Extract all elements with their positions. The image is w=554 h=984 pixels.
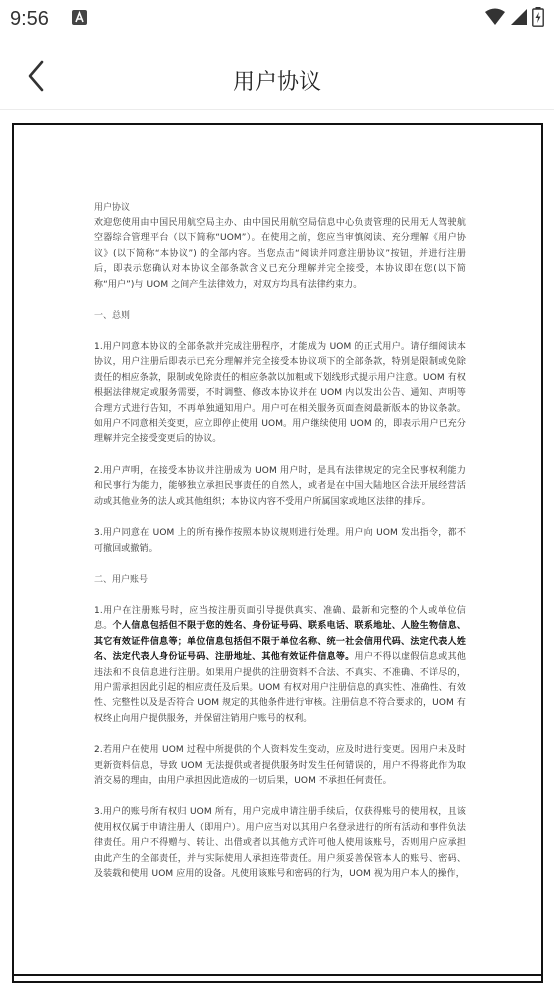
clause-2-1 [94,604,466,727]
clause-1-3: 3.用户同意在 UOM 上的所有操作按照本协议规则进行处理。用户向 UOM 发出指令，都不可撤回或撤销。 [94,528,466,554]
status-time: 9:56 [10,8,49,30]
nav-bar [0,40,554,110]
document-title: 用户协议 [94,203,131,213]
status-bar [0,0,554,40]
document-content [94,201,466,882]
wifi-icon [484,8,506,30]
intro-paragraph: 欢迎您使用由中国民用航空局主办、由中国民用航空局信息中心负责管理的民用无人驾驶航空器综合管理平台（以下简称“UOM”）。在使用之前，您应当审慎阅读、充分理解《用户协议》(以下简称“本协议”) 的全部内容。当您点击“阅读并同意注册协议”按钮，并进行注册后，即表示您确认对本协议全部条款含义已充分理解并完全接受，本协议即在您(以下简称“用户”)与 UOM 之间产生法律效力，对双方均具有法律约束力。 [94,218,466,290]
clause-1-1: 1.用户同意本协议的全部条款并完成注册程序，才能成为 UOM 的正式用户。请仔细阅读本协议，用户注册后即表示已充分理解并完全接受本协议项下的全部条款，特别是限制或免除责任的相应条款，限制或免除责任的相应条款以加粗或下划线形式提示用户注意。UOM 有权根据法律规定或服务需要，不时调整、修改本协议并在 UOM 内以发出公告、通知、声明等合理方式进行告知，不再单独通知用户。用户可在相关服务页面查阅最新版本的协议条款。如用户不同意相关变更，应立即停止使用 UOM。用户继续使用 UOM 的，即表示用户已充分理解并完全接受变更后的协议。 [94,342,466,445]
section-heading-account: 二、用户账号 [94,574,149,585]
section-heading-general: 一、总则 [94,311,131,322]
clause-2-1-rest: 用户不得以虚假信息或其他违法和不良信息进行注册。如果用户提供的注册资料不合法、不真实、不准确、不详尽的，用户需承担因此引起的相应责任及后果。UOM 有权对用户注册信息的真实性、准确性、有效性、完整性以及是否符合 UOM 规定的其他条件进行审核。注册信息不符合要求的，UOM 有权终止向用户提供服务，并保留注销用户账号的权利。 [94,652,466,724]
document-divider [12,974,543,976]
battery-icon [532,7,544,31]
clause-2-2: 2.若用户在使用 UOM 过程中所提供的个人资料发生变动，应及时进行变更。因用户未及时更新资料信息，导致 UOM 无法提供或者提供服务时发生任何错误的，用户不得将此作为取消交易的理由，由用户承担因此造成的一切后果，UOM 不承担任何责任。 [94,745,466,786]
clause-2-1-intro: 1.用户在注册账号时，应当按注册页面引导提供真实、准确、最新和完整的个人或单位信息。 [94,605,466,632]
document-viewer[interactable] [12,123,543,983]
clause-2-3: 3.用户的账号所有权归 UOM 所有，用户完成申请注册手续后，仅获得账号的使用权，且该使用权仅属于申请注册人（即用户）。用户应当对以其用户名登录进行的所有活动和事件负法律责任。用户不得赠与、转让、出借或者以其他方式许可他人使用该账号，否则用户应承担由此产生的全部责任，并与实际使用人承担连带责任。用户须妥善保管本人的账号、密码、及装载和使用 UOM 应用的设备。凡使用该账号和密码的行为，UOM 视为用户本人的操作， [94,807,466,879]
clause-1-2: 2.用户声明，在接受本协议并注册成为 UOM 用户时，是具有法律规定的完全民事权利能力和民事行为能力，能够独立承担民事责任的自然人，或者是在中国大陆地区合法开展经营活动或其他业务的法人或其他组织；本协议内容不受用户所属国家或地区法律的排斥。 [94,465,466,507]
clause-2-1-bold: 个人信息包括但不限于您的姓名、身份证号码、联系电话、联系地址、人脸生物信息、其它有效证件信息等；单位信息包括但不限于单位名称、统一社会信用代码、法定代表人姓名、法定代表人身份证号码、注册地址、其他有效证件信息等。 [94,621,467,663]
page-title: 用户协议 [232,70,321,95]
a-box-icon [72,10,87,25]
signal-icon [510,8,528,30]
status-icons [484,9,544,29]
